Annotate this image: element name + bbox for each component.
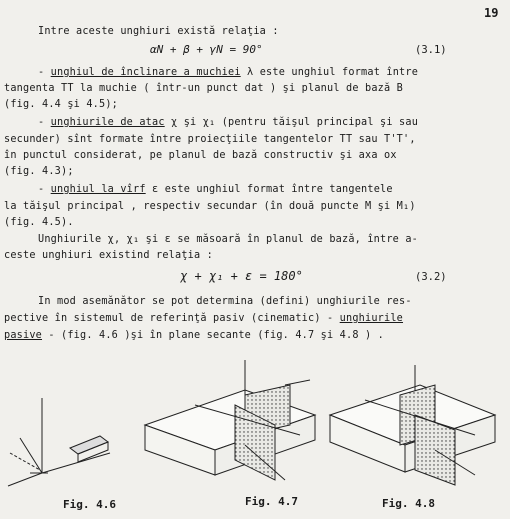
text-line-14: In mod asemănător se pot determina (defini) unghiurile res- <box>38 296 412 307</box>
equation-3-2-number: (3.2) <box>415 271 447 283</box>
text-line-8: (fig. 4.3); <box>4 166 74 177</box>
figure-4-6-drawing <box>0 378 130 488</box>
figure-4-6-caption: Fig. 4.6 <box>63 498 116 511</box>
text-line-3: tangenta TT la muchie ( într-un punct dat ) şi planul de bază B <box>4 83 404 94</box>
term-attack-angles: unghiurile de atac <box>50 117 165 128</box>
figure-4-7-caption: Fig. 4.7 <box>245 495 298 508</box>
equation-3-1-number: (3.1) <box>415 44 447 56</box>
text-line-4: (fig. 4.4 şi 4.5); <box>4 99 119 110</box>
text-line-15: pective în sistemul de referinţă pasiv (cinematic) - unghiurile <box>4 313 404 324</box>
figure-4-8-drawing <box>325 360 505 495</box>
text-line-10: la tăişul principal , respectiv secundar (în două puncte M şi M₁) <box>4 201 416 212</box>
text-line-13: ceste unghiuri existind relaţia : <box>4 250 214 261</box>
text-line-9: - unghiul la vîrf ε este unghiul format între tangentele <box>38 184 393 195</box>
text-line-12: Unghiurile χ, χ₁ şi ε se măsoară în planul de bază, între a- <box>38 234 419 245</box>
equation-3-2: χ + χ₁ + ε = 180° <box>180 269 303 283</box>
figure-4-8-caption: Fig. 4.8 <box>382 497 435 510</box>
page-number: 19 <box>484 6 499 20</box>
text-line-2: - unghiul de înclinare a muchiei λ este unghiul format între <box>38 67 419 78</box>
text-line-1: Intre aceste unghiuri există relaţia : <box>38 26 279 37</box>
text-line-16: pasive - (fig. 4.6 )şi în plane secante (fig. 4.7 şi 4.8 ) . <box>4 330 385 341</box>
equation-3-1: αN + β + γN = 90° <box>150 43 263 56</box>
term-inclination-angle: unghiul de înclinare a muchiei <box>50 67 241 78</box>
text-line-5: - unghiurile de atac χ şi χ₁ (pentru tăişul principal şi sau <box>38 117 419 128</box>
term-passive-angles: unghiurile <box>339 313 404 324</box>
term-tip-angle: unghiul la vîrf <box>50 184 146 195</box>
text-line-11: (fig. 4.5). <box>4 217 74 228</box>
text-line-7: în punctul considerat, pe planul de bază constructiv şi axa ox <box>4 150 397 161</box>
figure-4-7-drawing <box>135 355 325 495</box>
text-line-6: secunder) sînt formate între proiecţiile tangentelor TT sau T'T', <box>4 134 416 145</box>
